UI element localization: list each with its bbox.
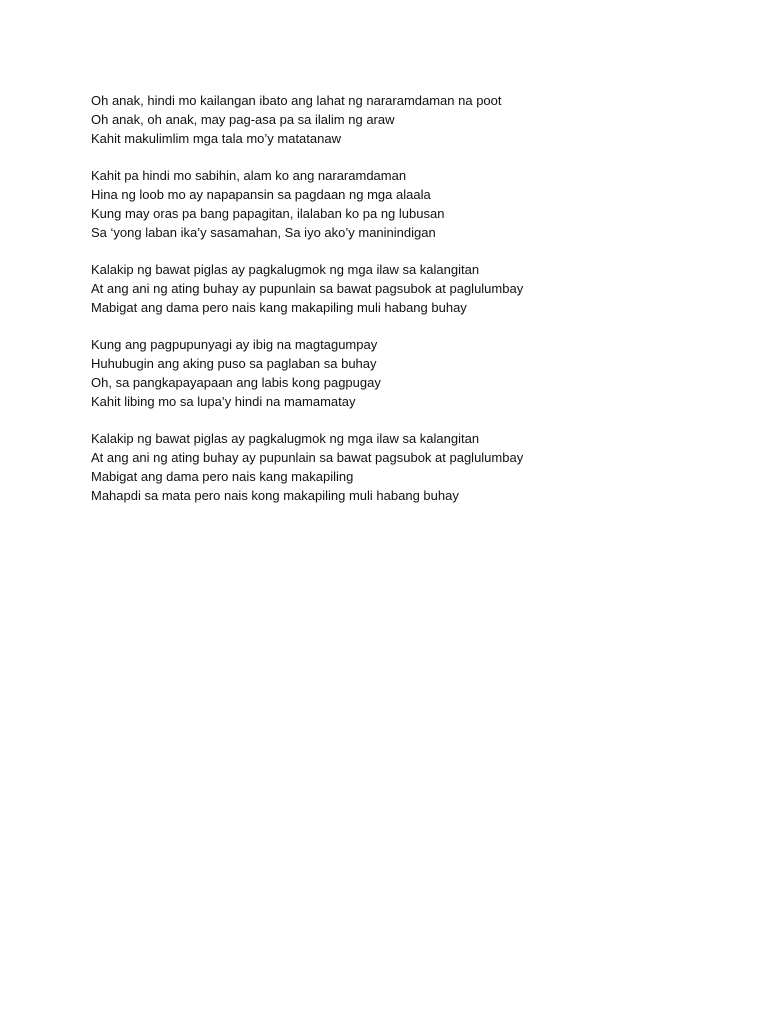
stanza-5-line-1: Kalakip ng bawat piglas ay pagkalugmok ng mga ilaw sa kalangitan — [91, 431, 480, 447]
stanza-4-line-3: Oh, sa pangkapayapaan ang labis kong pagpugay — [91, 374, 381, 390]
stanza-3-line-2: At ang ani ng ating buhay ay pupunlain sa bawat pagsubok at paglulumbay — [91, 280, 524, 296]
stanza-2-line-3: Kung may oras pa bang papagitan, ilalaban ko pa ng lubusan — [91, 205, 445, 221]
stanza-5-line-3: Mabigat ang dama pero nais kang makapiling — [91, 468, 354, 484]
stanza-2-line-2: Hina ng loob mo ay napapansin sa pagdaan ng mga alaala — [91, 186, 431, 202]
stanza-1 — [91, 92, 711, 148]
stanza-5-line-4: Mahapdi sa mata pero nais kong makapiling muli habang buhay — [91, 487, 459, 503]
stanza-3-line-3: Mabigat ang dama pero nais kang makapiling muli habang buhay — [91, 299, 467, 315]
stanza-1-line-1: Oh anak, hindi mo kailangan ibato ang lahat ng nararamdaman na poot — [91, 93, 502, 108]
stanza-5-line-2: At ang ani ng ating buhay ay pupunlain sa bawat pagsubok at paglulumbay — [91, 450, 524, 466]
stanza-4-line-1: Kung ang pagpupunyagi ay ibig na magtagumpay — [91, 337, 378, 353]
stanza-4-line-2: Huhubugin ang aking puso sa paglaban sa buhay — [91, 356, 377, 372]
stanza-2 — [91, 167, 711, 242]
stanza-4 — [91, 336, 711, 411]
stanza-3-line-1: Kalakip ng bawat piglas ay pagkalugmok ng mga ilaw sa kalangitan — [91, 262, 480, 278]
stanza-2-line-4: Sa ‘yong laban ika’y sasamahan, Sa iyo ako’y maninindigan — [91, 224, 436, 240]
stanza-4-line-4: Kahit libing mo sa lupa’y hindi na mamamatay — [91, 393, 356, 409]
stanza-2-line-1: Kahit pa hindi mo sabihin, alam ko ang nararamdaman — [91, 168, 407, 184]
lyrics-text — [91, 92, 711, 524]
stanza-5 — [91, 430, 711, 505]
stanza-3 — [91, 261, 711, 317]
stanza-1-line-2: Oh anak, oh anak, may pag-asa pa sa ilalim ng araw — [91, 111, 395, 127]
stanza-1-line-3: Kahit makulimlim mga tala mo’y matatanaw — [91, 130, 341, 146]
